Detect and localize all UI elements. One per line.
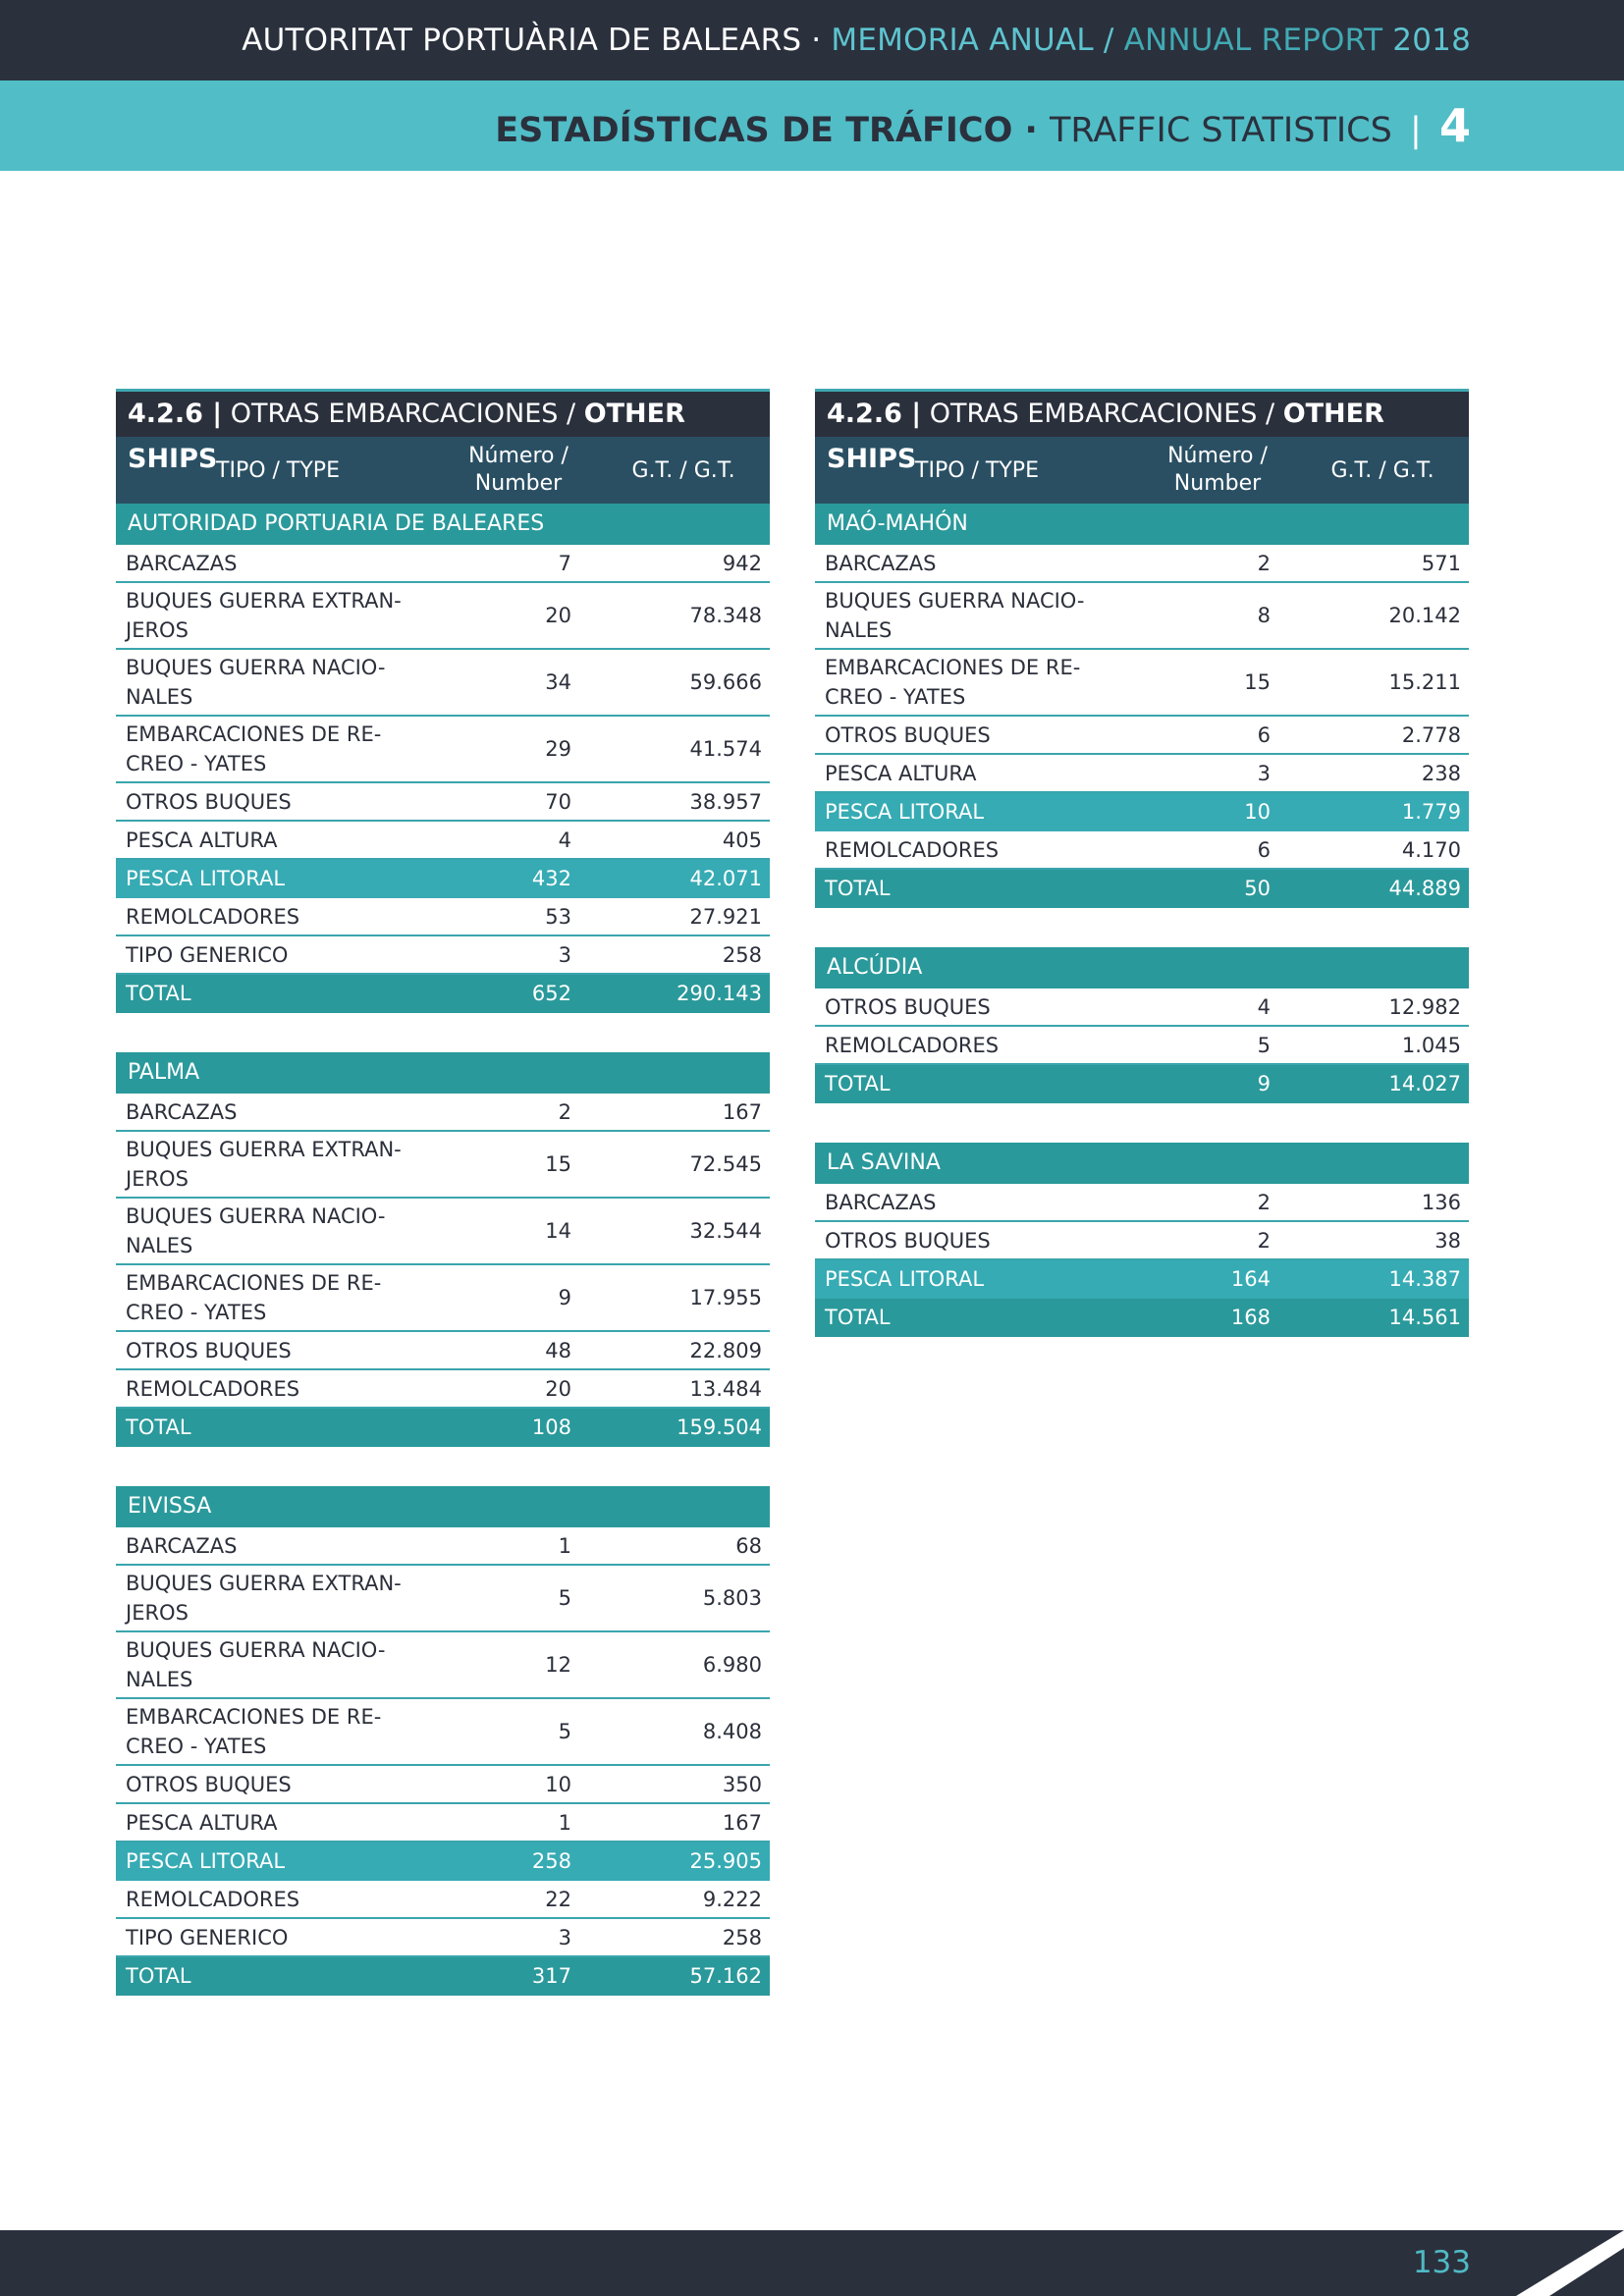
row-type [116,1528,440,1564]
group-header: MAÓ-MAHÓN [815,504,1469,545]
row-type-line2: NALES [126,1668,193,1691]
row-gt: 59.666 [689,670,762,694]
row-gt: 8.408 [702,1720,762,1743]
row-type [116,899,440,934]
row-type-line1: BUQUES GUERRA NACIO- [126,1204,386,1228]
table-row [116,936,770,975]
group-header: PALMA [116,1052,770,1094]
row-type-line1: PESCA LITORAL [825,1266,985,1291]
row-type [815,718,1139,753]
section-title-bar [0,80,1624,171]
row-gt: 5.803 [702,1586,762,1610]
section-separator: | [1410,111,1422,150]
row-type-line1: PESCA ALTURA [126,828,278,852]
table-row [116,822,770,860]
row-gt: 167 [722,1810,762,1835]
row-type [116,546,440,581]
row-number: 5 [558,1586,571,1610]
table-row [116,1699,770,1766]
row-type [116,650,440,715]
row-number: 2 [1257,1190,1271,1214]
row-type-line1: REMOLCADORES [126,1887,300,1911]
row-gt: 14.387 [1388,1266,1461,1291]
row-type-line1: PESCA LITORAL [126,1848,286,1873]
row-gt: 1.045 [1401,1033,1461,1057]
row-gt: 15.211 [1388,670,1461,694]
memoria-label: MEMORIA ANUAL / [831,23,1114,58]
row-type-line1: EMBARCACIONES DE RE- [126,1271,382,1295]
total-row [815,1065,1469,1103]
row-number: 258 [531,1848,571,1873]
row-type [116,1371,440,1407]
total-number: 9 [1257,1071,1271,1095]
row-type [116,1805,440,1841]
row-gt: 20.142 [1388,604,1461,627]
row-type [116,1132,440,1197]
column-number-line2: Number [474,471,563,496]
row-number: 2 [1257,551,1271,575]
row-type-line1: OTROS BUQUES [825,722,991,747]
table-row [815,793,1469,831]
row-type-line2: CREO - YATES [126,752,267,775]
total-number: 168 [1230,1305,1271,1329]
row-type [116,1566,440,1630]
row-number: 15 [545,1152,571,1176]
row-number: 3 [558,942,571,967]
total-number: 50 [1244,876,1271,900]
group-spacer [116,1013,770,1052]
table-row [116,1332,770,1370]
row-number: 1 [558,1533,571,1558]
total-label: TOTAL [126,1415,191,1439]
row-number: 164 [1230,1266,1271,1291]
row-gt: 32.544 [689,1219,762,1243]
column-number-line1: Número / [1167,444,1268,468]
row-gt: 78.348 [689,604,762,627]
row-type [815,832,1139,868]
row-gt: 405 [722,828,762,852]
table-row [116,898,770,936]
total-row [116,975,770,1013]
row-type [116,1920,440,1955]
row-number: 14 [545,1219,571,1243]
table-row [116,650,770,717]
row-type [116,1095,440,1130]
table-row [815,545,1469,583]
row-type-line1: REMOLCADORES [126,1376,300,1401]
table-title-en: OTHER SHIPS [827,399,1384,474]
total-label: TOTAL [825,1305,891,1329]
page-number: 133 [1412,2245,1471,2280]
row-gt: 942 [722,551,762,575]
row-type [116,583,440,648]
row-type [116,1843,440,1879]
row-type-line2: NALES [126,685,193,709]
row-gt: 22.809 [689,1338,762,1362]
row-type-line1: PESCA LITORAL [825,799,985,824]
row-gt: 17.955 [689,1286,762,1309]
row-gt: 72.545 [689,1152,762,1176]
row-gt: 350 [722,1772,762,1796]
row-type-line2: JEROS [126,618,189,642]
column-type: TIPO / TYPE [216,457,340,483]
row-type-line1: OTROS BUQUES [126,1772,292,1796]
table-row [815,1222,1469,1260]
row-type [815,583,1139,648]
row-gt: 68 [735,1533,762,1558]
table-row [116,1132,770,1199]
table-row [116,1632,770,1699]
row-number: 3 [558,1925,571,1949]
row-type-line1: BARCAZAS [126,1099,238,1124]
table-row [815,1260,1469,1299]
row-type-line1: OTROS BUQUES [825,1228,991,1253]
row-type [116,784,440,820]
row-number: 5 [1257,1033,1271,1057]
table-row [116,1370,770,1409]
column-number [440,443,597,498]
row-type-line1: REMOLCADORES [126,904,300,929]
row-type [815,1223,1139,1258]
row-gt: 167 [722,1099,762,1124]
row-number: 432 [531,866,571,890]
right-table-body [815,504,1469,1337]
row-gt: 258 [722,1925,762,1949]
row-number: 4 [558,828,571,852]
table-row [815,1027,1469,1065]
row-number: 10 [1244,799,1271,824]
row-number: 15 [1244,670,1271,694]
row-number: 48 [545,1338,571,1362]
org-name: AUTORITAT PORTUÀRIA DE BALEARS · [242,23,822,58]
column-number-line1: Número / [468,444,568,468]
table-row [116,1527,770,1566]
row-type [116,937,440,973]
row-type [116,1199,440,1263]
row-gt: 12.982 [1388,994,1461,1019]
table-row [116,583,770,650]
page-footer [0,2230,1624,2296]
column-number-line2: Number [1173,471,1262,496]
row-type-line1: BARCAZAS [126,551,238,575]
total-row [815,870,1469,908]
row-number: 3 [1257,761,1271,785]
table-row [116,783,770,822]
row-gt: 258 [722,942,762,967]
row-type-line2: CREO - YATES [126,1301,267,1324]
column-number [1139,443,1296,498]
row-gt: 4.170 [1401,837,1461,862]
table-row [815,717,1469,755]
row-type [116,717,440,781]
annual-report-label: ANNUAL REPORT [1123,23,1383,58]
row-type-line1: BUQUES GUERRA NACIO- [126,1638,386,1662]
table-row [116,1919,770,1957]
row-type-line1: BUQUES GUERRA EXTRAN- [126,589,402,613]
row-gt: 571 [1421,551,1461,575]
row-type-line1: REMOLCADORES [825,1033,1000,1057]
left-table [116,389,770,1996]
row-type [815,1261,1139,1297]
row-gt: 2.778 [1401,722,1461,747]
row-type-line1: EMBARCACIONES DE RE- [825,656,1081,679]
row-type-line2: NALES [126,1234,193,1257]
table-row [815,831,1469,870]
total-gt: 14.561 [1388,1305,1461,1329]
row-gt: 38.957 [689,789,762,814]
row-number: 22 [545,1887,571,1911]
table-row [116,717,770,783]
total-label: TOTAL [825,876,891,900]
row-number: 6 [1257,722,1271,747]
group-spacer [815,1103,1469,1143]
row-number: 1 [558,1810,571,1835]
row-type [116,823,440,858]
row-number: 5 [558,1720,571,1743]
row-type-line1: OTROS BUQUES [126,789,292,814]
row-type-line1: TIPO GENERICO [126,942,289,967]
row-type [116,1333,440,1368]
row-number: 10 [545,1772,571,1796]
column-type: TIPO / TYPE [915,457,1039,483]
report-year: 2018 [1392,23,1471,58]
row-type [815,546,1139,581]
column-gt: G.T. / G.T. [631,457,735,483]
row-type-line1: BUQUES GUERRA NACIO- [825,589,1085,613]
row-type [116,1265,440,1330]
row-type [815,1028,1139,1063]
row-gt: 9.222 [702,1887,762,1911]
table-row [116,1766,770,1804]
section-title-en: TRAFFIC STATISTICS [1050,111,1392,150]
table-row [815,583,1469,650]
row-number: 20 [545,604,571,627]
row-type [815,794,1139,829]
row-number: 20 [545,1376,571,1401]
row-type [116,1767,440,1802]
row-number: 6 [1257,837,1271,862]
row-number: 2 [1257,1228,1271,1253]
total-label: TOTAL [126,1963,191,1988]
total-row [815,1299,1469,1337]
table-row [815,755,1469,793]
row-gt: 42.071 [689,866,762,890]
row-number: 70 [545,789,571,814]
total-gt: 57.162 [689,1963,762,1988]
row-type [116,1699,440,1764]
row-number: 53 [545,904,571,929]
table-row [815,988,1469,1027]
row-type-line1: PESCA ALTURA [126,1810,278,1835]
total-gt: 44.889 [1388,876,1461,900]
row-gt: 13.484 [689,1376,762,1401]
row-gt: 136 [1421,1190,1461,1214]
row-number: 4 [1257,994,1271,1019]
row-number: 7 [558,551,571,575]
row-type-line1: BARCAZAS [126,1533,238,1558]
row-gt: 41.574 [689,737,762,761]
section-title-es: ESTADÍSTICAS DE TRÁFICO · [495,111,1038,150]
row-number: 12 [545,1653,571,1677]
total-row [116,1409,770,1447]
table-row [116,1199,770,1265]
row-gt: 25.905 [689,1848,762,1873]
group-header: EIVISSA [116,1486,770,1527]
table-row [815,1184,1469,1222]
table-title-en: OTHER SHIPS [128,399,685,474]
row-gt: 6.980 [702,1653,762,1677]
group-header: ALCÚDIA [815,947,1469,988]
row-type-line1: BUQUES GUERRA NACIO- [126,656,386,679]
group-spacer [116,1447,770,1486]
row-type-line1: PESCA LITORAL [126,866,286,890]
row-type-line1: TIPO GENERICO [126,1925,289,1949]
row-type-line1: EMBARCACIONES DE RE- [126,722,382,746]
row-gt: 27.921 [689,904,762,929]
table-title-es: OTRAS EMBARCACIONES / [929,399,1275,429]
row-gt: 1.779 [1401,799,1461,824]
row-number: 8 [1257,604,1271,627]
group-spacer [815,908,1469,947]
total-number: 317 [531,1963,571,1988]
table-row [116,1804,770,1842]
table-row [815,650,1469,717]
group-header: AUTORIDAD PORTUARIA DE BALEARES [116,504,770,545]
total-label: TOTAL [126,981,191,1005]
row-type [815,989,1139,1025]
table-code: 4.2.6 | [128,399,223,429]
row-type-line1: PESCA ALTURA [825,761,977,785]
right-table [815,389,1469,1337]
row-type-line2: JEROS [126,1167,189,1191]
total-gt: 14.027 [1388,1071,1461,1095]
row-type [815,1185,1139,1220]
row-gt: 238 [1421,761,1461,785]
row-type-line1: OTROS BUQUES [825,994,991,1019]
total-gt: 290.143 [677,981,762,1005]
table-row [116,545,770,583]
row-number: 29 [545,737,571,761]
table-row [116,1842,770,1881]
row-type-line1: BUQUES GUERRA EXTRAN- [126,1572,402,1595]
table-row [116,860,770,898]
row-type [116,1632,440,1697]
table-title-es: OTRAS EMBARCACIONES / [230,399,576,429]
table-row [116,1881,770,1919]
section-number: 4 [1438,99,1471,152]
row-type-line1: OTROS BUQUES [126,1338,292,1362]
row-type [815,650,1139,715]
left-table-body [116,504,770,1996]
total-row [116,1957,770,1996]
report-header-bar [0,0,1624,80]
row-type-line2: NALES [825,618,893,642]
row-type-line2: JEROS [126,1601,189,1625]
table-row [116,1094,770,1132]
row-number: 9 [558,1286,571,1309]
total-number: 108 [531,1415,571,1439]
row-type-line1: BARCAZAS [825,1190,937,1214]
row-type-line1: BUQUES GUERRA EXTRAN- [126,1138,402,1161]
row-type-line2: CREO - YATES [825,685,966,709]
total-label: TOTAL [825,1071,891,1095]
row-number: 34 [545,670,571,694]
row-type-line1: BARCAZAS [825,551,937,575]
group-header: LA SAVINA [815,1143,1469,1184]
table-code: 4.2.6 | [827,399,922,429]
total-gt: 159.504 [677,1415,762,1439]
row-type-line1: EMBARCACIONES DE RE- [126,1705,382,1729]
row-gt: 38 [1435,1228,1461,1253]
row-type [815,756,1139,791]
footer-stripe-graphic [1506,2230,1624,2296]
table-row [116,1566,770,1632]
row-type-line2: CREO - YATES [126,1735,267,1758]
table-row [116,1265,770,1332]
total-number: 652 [531,981,571,1005]
row-number: 2 [558,1099,571,1124]
row-type [116,1882,440,1917]
column-gt: G.T. / G.T. [1330,457,1435,483]
row-type-line1: REMOLCADORES [825,837,1000,862]
row-type [116,861,440,896]
